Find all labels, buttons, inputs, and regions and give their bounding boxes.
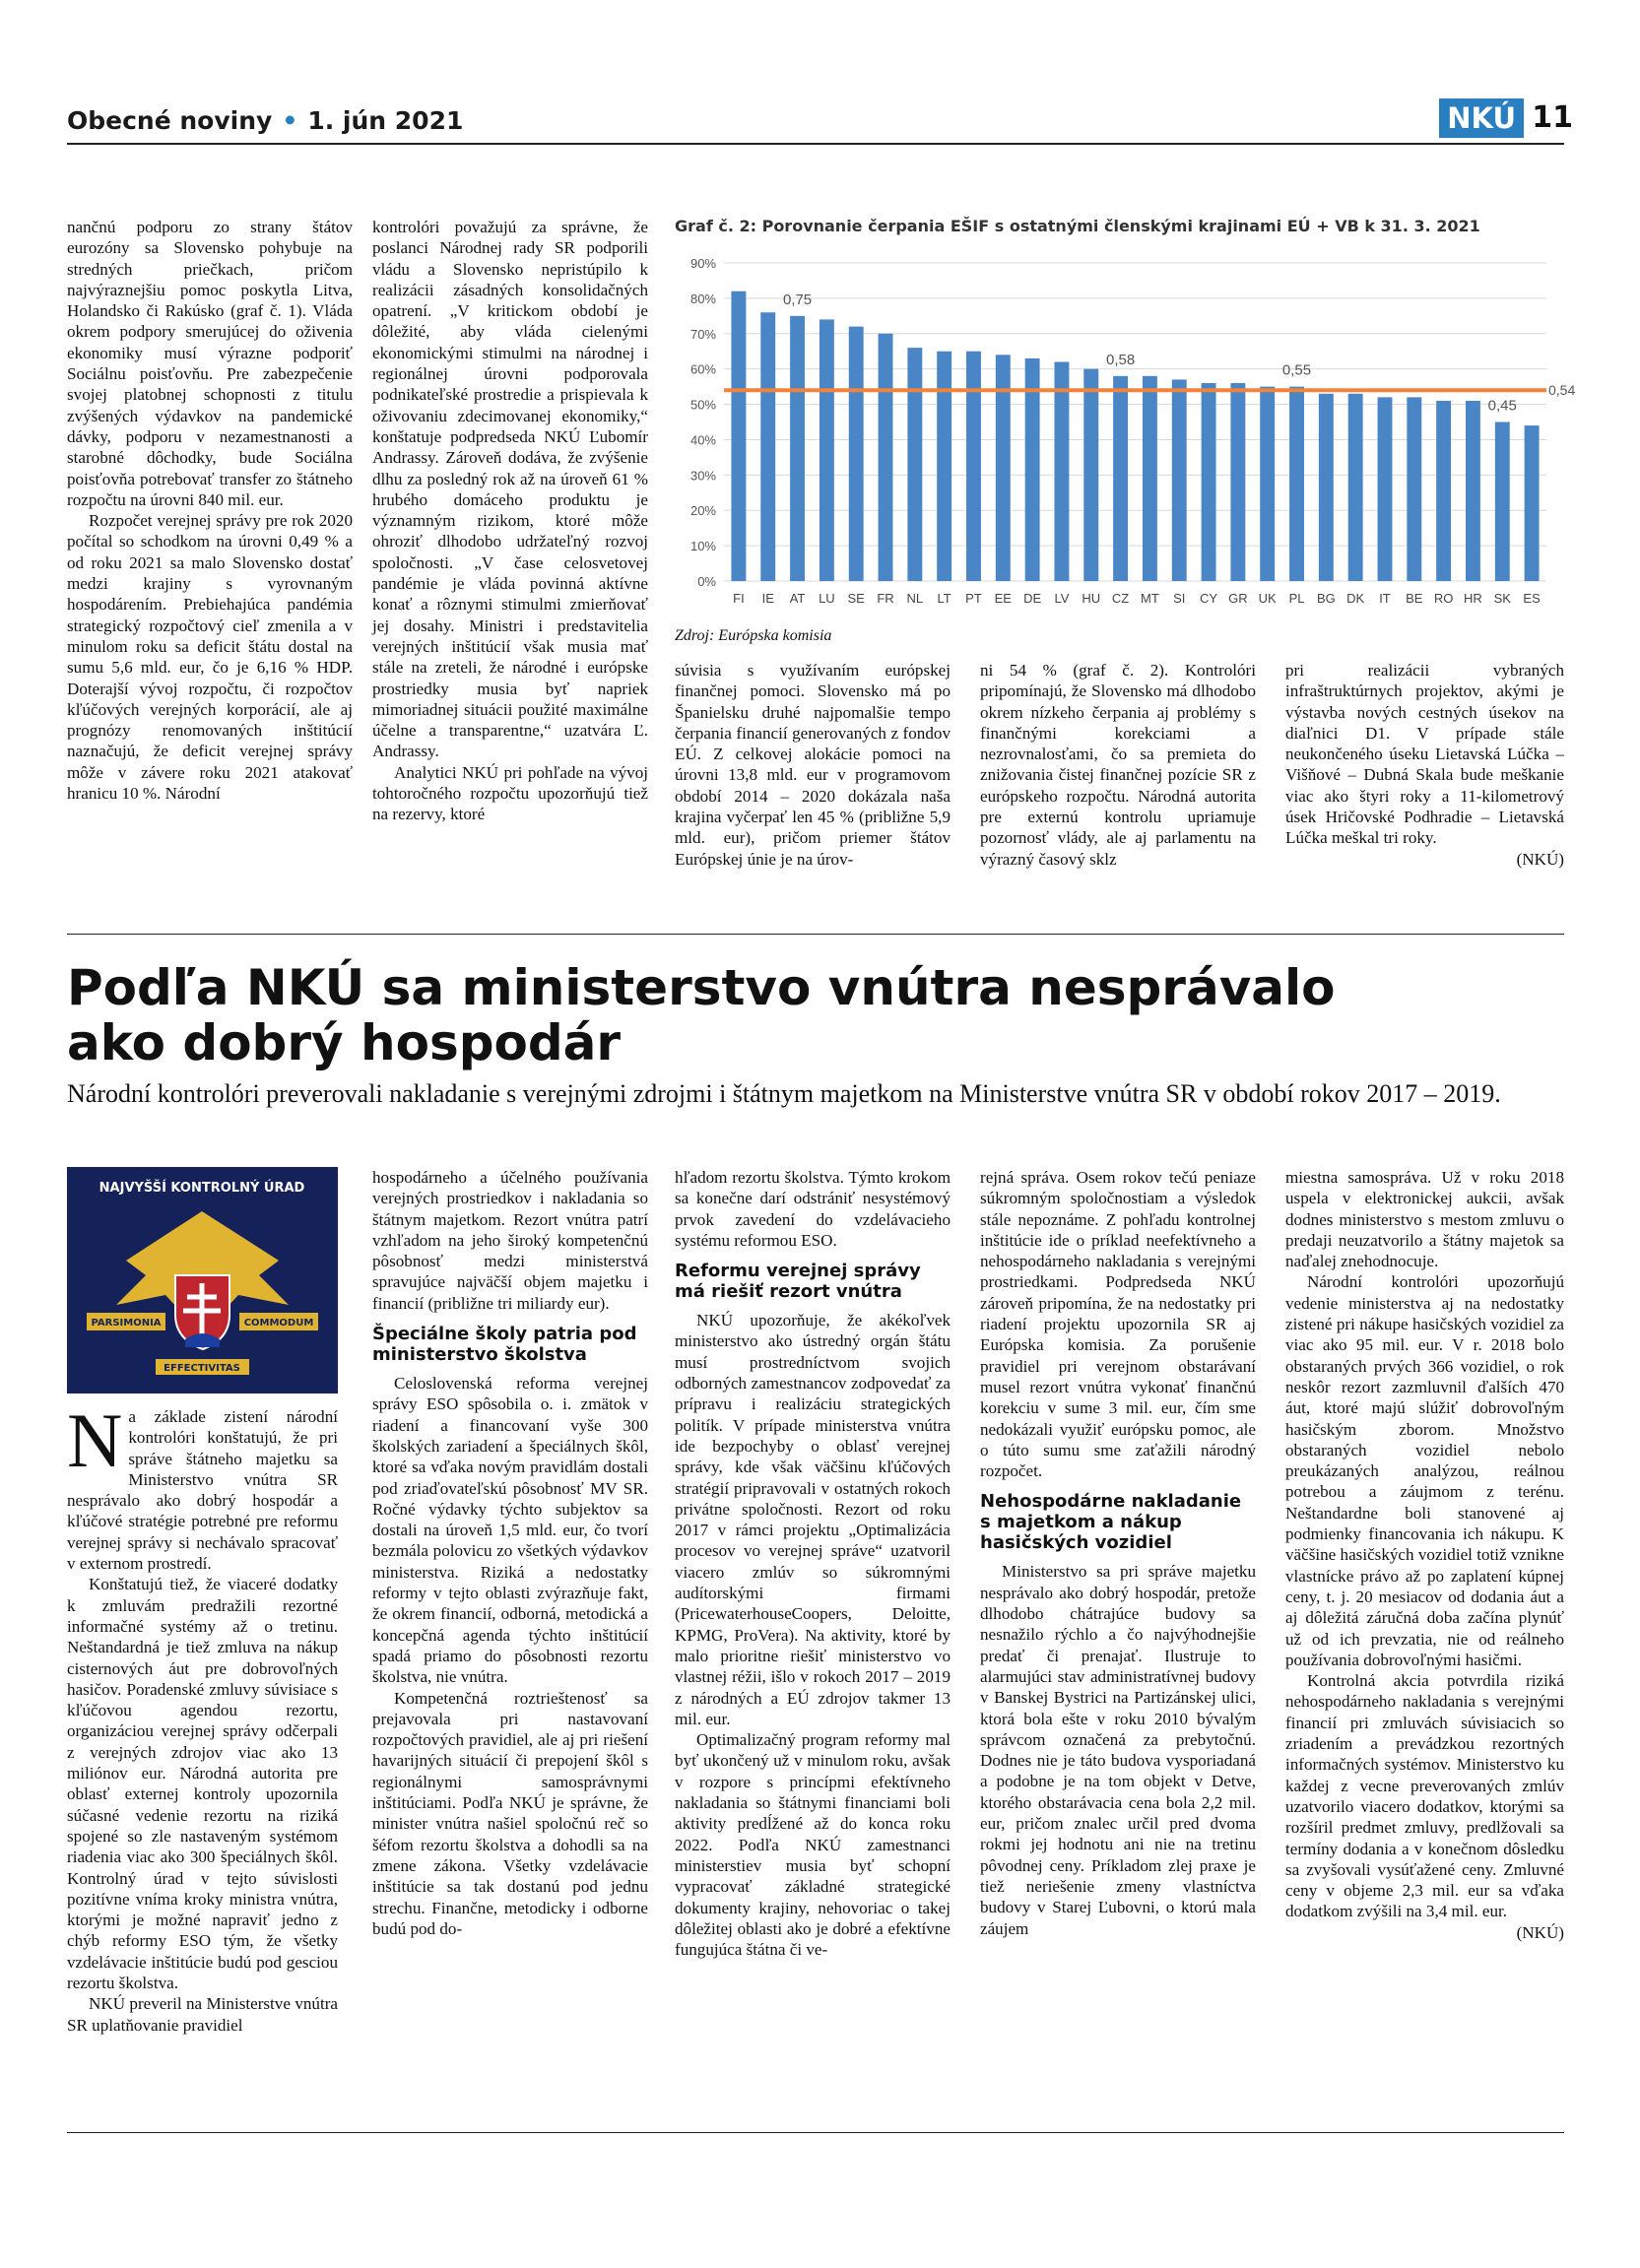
- y-tick-label: 60%: [689, 361, 716, 377]
- subheading: Nehospodárne nakladanie s majetkom a nákup hasičských vozidiel: [980, 1491, 1242, 1554]
- bar: [1113, 376, 1128, 581]
- x-tick-label: BE: [1406, 591, 1423, 606]
- y-tick-label: 10%: [689, 539, 716, 554]
- headline-line-2: ako dobrý hospodár: [67, 1014, 622, 1071]
- x-tick-label: NL: [906, 591, 924, 606]
- paragraph: Kompetenčná roztrieštenosť sa prejavovala pri nastavovaní rozpočtových pravidiel, ale aj pri riešení havarijných situácií či prepojení škôl s regionálnymi samosprávnymi inštitúciami. Podľa NKÚ je správne, že minister vnútra našiel spoločnú reč so šéfom rezortu školstva a dohodli sa na zmene zákona. Všetky vzdelávacie inštitúcie sa tak dostanú pod jednu strechu. Finančne, metodicky i odborne budú pod do-: [372, 1688, 648, 1938]
- x-tick-label: DK: [1346, 591, 1365, 606]
- x-tick-label: MT: [1141, 591, 1159, 606]
- headline-line-1: Podľa NKÚ sa ministerstvo vnútra nesprávalo: [67, 959, 1336, 1016]
- emblem-graphic: [67, 1167, 338, 1393]
- bar: [879, 334, 893, 581]
- footer-rule: [67, 2132, 1564, 2133]
- paragraph: hľadom rezortu školstva. Týmto krokom sa konečne darí odstrániť nesystémový prvok zavedení do vzdelávacieho systému reformou ESO.: [675, 1168, 951, 1250]
- x-tick-label: LT: [937, 591, 951, 606]
- emblem-top-text: NAJVYŠŠÍ KONTROLNÝ ÚRAD: [98, 1181, 305, 1196]
- bar: [1407, 397, 1421, 581]
- x-tick-label: EE: [994, 591, 1012, 606]
- chart-caption: Graf č. 2: Porovnanie čerpania EŠIF s ostatnými členskými krajinami EÚ + VB k 31. 3. 2021: [675, 217, 1480, 235]
- y-tick-label: 0%: [697, 574, 716, 589]
- article-column-2: [372, 1167, 648, 1939]
- bar: [1525, 425, 1540, 581]
- x-tick-label: ES: [1523, 591, 1541, 606]
- issue-date: 1. jún 2021: [307, 106, 464, 135]
- data-label: 0,75: [782, 291, 813, 308]
- bar: [1348, 394, 1363, 581]
- x-tick-label: IE: [761, 591, 774, 606]
- header-rule: [67, 143, 1564, 145]
- y-tick-label: 90%: [689, 256, 716, 271]
- bar: [1378, 397, 1393, 581]
- emblem-left-text: PARSIMONIA: [91, 1318, 162, 1328]
- emblem-right-text: COMMODUM: [243, 1318, 314, 1328]
- paragraph: Optimalizačný program reformy mal byť ukončený už v minulom roku, avšak v rozpore s princípmi efektívneho nakladania so štátnymi financiami boli aktivity predĺžené až do konca roku 2022. Podľa NKÚ zamestnanci ministerstiev musia byť schopní vypracovať základné strategické dokumenty krajiny, nehovoriac o takej dôležitej oblasti ako je dobré a efektívne fungujúca štátna či ve-: [675, 1730, 951, 1960]
- nku-logo: NKÚ: [1439, 98, 1524, 138]
- paragraph: Analytici NKÚ pri pohľade na vývoj tohtoročného rozpočtu upozorňujú tiež na rezervy, ktoré: [372, 762, 648, 824]
- x-tick-label: SK: [1493, 591, 1511, 606]
- signature: (NKÚ): [1516, 849, 1564, 869]
- paragraph: Rozpočet verejnej správy pre rok 2020 počítal so schodkom na úrovni 0,49 % a od roku 2021 sa malo Slovensko dostať medzi krajiny s vyrovnaným hospodárením. Prebiehajúca pandémia strategický rozpočtový cieľ zmenila a v minulom roku sa deficit štátu dostal na sumu 5,6 mld. eur, čo je 6,16 % HDP. Doterajší vývoj rozpočtu, či rozpočtov kľúčových verejných korporácií, ale aj prognózy renomovaných inštitúcií naznačujú, že deficit verejnej správy môže v závere roku 2021 atakovať hranicu 10 %. Národní: [67, 511, 353, 804]
- bar: [1319, 394, 1334, 581]
- top-column-2: [372, 217, 648, 825]
- paragraph: súvisia s využívaním európskej finančnej pomoci. Slovensko má po Španielsku druhé najpomalšie tempo čerpania financií generovaných z fondov EÚ. Z celkovej alokácie pomoci na úrovni 13,8 mld. eur v programovom období 2014 – 2020 dokázala naša krajina vyčerpať len 45 % (približne 5,9 mld. eur), pričom priemer štátov Európskej únie je na úrov-: [675, 661, 951, 869]
- paragraph: NKÚ upozorňuje, že akékoľvek ministerstvo ako ústredný orgán štátu musí prostredníctvom svojich odborných zamestnancov zodpovedať za prípravu i realizáciu strategických politík. V prípade ministerstva vnútra ide bezpochyby o oblasť verejnej správy, kde však väčšinu kľúčových stratégií pripravovali v ostatných rokoch privátne spoločnosti. Rezort od roku 2017 v rámci projektu „Optimalizácia procesov vo verejnej správe“ uzatvoril viacero zmlúv so súkromnými audítorskými firmami (PricewaterhouseCoopers, Deloitte, KPMG, ProVera). Na aktivity, ktoré by malo prioritne riešiť ministerstvo vo vlastnej réžii, išlo v rokoch 2017 – 2019 z národných a EÚ zdrojov takmer 13 mil. eur.: [675, 1311, 951, 1728]
- top-column-1: [67, 217, 353, 804]
- x-tick-label: UK: [1258, 591, 1277, 606]
- bar: [1260, 387, 1275, 581]
- x-tick-label: LV: [1054, 591, 1070, 606]
- data-label: 0,58: [1105, 351, 1136, 368]
- x-tick-label: HR: [1464, 591, 1482, 606]
- paragraph: miestna samospráva. Už v roku 2018 uspela v elektronickej aukcii, avšak dodnes ministerstvo s mestom zmluvu o predaji neuzatvorilo a štátny majetok sa naďalej znehodnocuje.: [1285, 1168, 1564, 1271]
- paragraph: kontrolóri považujú za správne, že poslanci Národnej rady SR podporili vládu a Slovensko nepristúpilo k realizácii zásadných konsolidačných opatrení. „V kritickom období je dôležité, aby vláda cielenými ekonomickými stimulmi na národnej i regionálnej úrovni podporovala podnikateľské prostredie a prispievala k oživovaniu zdecimovanej ekonomiky,“ konštatuje podpredseda NKÚ Ľubomír Andrassy. Zároveň dodáva, že zvýšenie dlhu za posledný rok až na úroveň 61 % hrubého domáceho produktu je významným rizikom, ktoré môže ohroziť dlhodobo udržateľný rozvoj spoločnosti. „V čase celosvetovej pandémie je vláda povinná aktívne konať a rôznymi stimulmi zmierňovať jej dosahy. Ministri i predstavitelia verejných inštitúcií však musia mať stále na zreteli, že národné i európske prostriedky musia byť napriek mimoriadnej situácii použité maximálne účelne a transparentne,“ uzatvára Ľ. Andrassy.: [372, 218, 648, 761]
- y-tick-label: 20%: [689, 503, 716, 519]
- paragraph: hospodárneho a účelného používania verejných prostriedkov i nakladania so štátnym majetkom. Rezort vnútra patrí vzhľadom na jeho široký kompetenčnú pôsobnosť medzi ministerstvá spravujúce najväčší objem majetku i financií (približne tri miliardy eur).: [372, 1168, 648, 1313]
- x-tick-label: BG: [1316, 591, 1336, 606]
- bar: [820, 319, 834, 581]
- x-tick-label: LU: [819, 591, 835, 606]
- paragraph: Národní kontrolóri upozorňujú vedenie ministerstva aj na nedostatky zistené pri nákupe hasičských vozidiel za viac ako 95 mil. eur. V r. 2018 bolo obstaraných prvých 366 vozidiel, o rok neskôr rezort zazmluvnil ďalších 470 áut, ktoré majú slúžiť dobrovoľným hasičským zborom. Množstvo obstaraných vozidiel nebolo preukázaných analýzou, reálnou potrebou a záujmom z terénu. Neštandardne boli stanovené aj podmienky financovania ich nákupu. K väčšine hasičských vozidiel totiž vznikne vlastnícke právo až po zaplatení kúpnej ceny, t. j. 20 mesiacov od dodania áut a aj dôležitá záručná doba začína plynúť už od ich prevzatia, nie od reálneho používania dobrovoľnými hasičmi.: [1285, 1272, 1564, 1669]
- paragraph: Kontrolná akcia potvrdila riziká nehospodárneho nakladania s verejnými financií pri zmluvách súvisiacich so zriadením a prevádzkou rezortných informačných systémov. Ministerstvo ku každej z vecne preverovaných zmlúv uzatvorilo viacero dodatkov, ktorými sa rozšíril predmet zmluvy, predlžovali sa termíny dodania a v konečnom dôsledku sa zvyšovali vysúťažené ceny. Zmluvné ceny v objeme 2,3 mil. eur sa vďaka dodatkom zvýšili na 3,4 mil. eur.: [1285, 1671, 1564, 1921]
- newspaper-name: Obecné noviny: [67, 106, 273, 135]
- bar-chart: [675, 251, 1576, 620]
- top-column-3: [675, 660, 951, 870]
- paragraph: ni 54 % (graf č. 2). Kontrolóri pripomínajú, že Slovensko má dlhodobo okrem nízkeho čerpania aj problémy s finančnými korekciami a nezrovnalosťami, čo sa premieta do znižovania čistej finančnej pozície SR z európskeho rozpočtu. Národná autorita pre externú kontrolu upriamuje pozornosť vlády, ale aj parlamentu na výrazný časový sklz: [980, 661, 1256, 869]
- subheading: Reformu verejnej správy má riešiť rezort vnútra: [675, 1261, 921, 1303]
- x-tick-label: FI: [733, 591, 745, 606]
- x-tick-label: PT: [965, 591, 982, 606]
- bar: [1289, 387, 1304, 581]
- y-tick-label: 80%: [689, 291, 716, 306]
- separator-dot: •: [282, 106, 298, 135]
- x-tick-label: FR: [877, 591, 894, 606]
- bar: [1495, 422, 1510, 582]
- y-tick-label: 50%: [689, 397, 716, 413]
- bar: [1054, 361, 1069, 581]
- paragraph: Na základe zistení národní kontrolóri konštatujú, že pri správe štátneho majetku sa Ministerstvo vnútra SR nesprávalo ako dobrý hospodár a kľúčové stratégie potrebné pre reformu verejnej správy si nechávalo spracovať v externom prostredí.: [67, 1397, 338, 1574]
- paragraph: rejná správa. Osem rokov tečú peniaze súkromným spoločnostiam a výsledok stále nepoznáme. Z pohľadu kontrolnej inštitúcie ide o príklad neefektívneho a nehospodárneho nakladania s verejnými prostriedkami. Podpredseda NKÚ zároveň pripomína, že na nedostatky pri riadení projektu upozornila SR aj Európska komisia. Za porušenie pravidiel pri verejnom obstarávaní musel rezort vnútra vykonať finančnú korekciu v sume 3 mil. eur, čím sme nedokázali využiť európsku pomoc, ale o túto sumu sme zaťažili národný rozpočet.: [980, 1168, 1256, 1481]
- bar: [1436, 401, 1451, 581]
- bar: [1202, 383, 1216, 581]
- x-tick-label: DE: [1023, 591, 1042, 606]
- article-column-5: [1285, 1167, 1564, 1943]
- x-tick-label: CZ: [1111, 591, 1130, 606]
- bar: [1083, 369, 1098, 581]
- chart-source: Zdroj: Európska komisia: [675, 627, 832, 644]
- y-tick-label: 70%: [689, 326, 716, 342]
- emblem-bottom-text: EFFECTIVITAS: [164, 1363, 240, 1374]
- bar: [937, 352, 951, 581]
- bar: [1230, 383, 1245, 581]
- y-tick-label: 40%: [689, 432, 716, 448]
- article-lead: Národní kontrolóri preverovali nakladanie s verejnými zdrojmi i štátnym majetkom na Ministerstve vnútra SR v období rokov 2017 – 2019.: [67, 1079, 1501, 1108]
- bar: [966, 352, 981, 581]
- paragraph: Konštatujú tiež, že viaceré dodatky k zmluvám predražili rezortné informačné systémy až o tretinu. Neštandardná je tiež zmluva na nákup cisternových áut pre dobrovoľných hasičov. Poradenské zmluvy súvisiace s kľúčovou agendou rezortu, organizáciou verejnej správy odčerpali z verejných zdrojov viac ako 13 miliónov eur. Národná autorita pre oblasť externej kontroly upozornila súčasné vedenie rezortu na riziká spojené so zle nastaveným systémom riadenia viac ako 300 špeciálnych škôl. Kontrolný úrad v tejto súvislosti pozitívne vníma kroky ministra vnútra, ktorými je možné napraviť jedno z chýb reformy ESO tým, že všetky vzdelávacie inštitúcie budú pod gesciou rezortu školstva.: [67, 1575, 338, 1993]
- x-tick-label: PL: [1288, 591, 1305, 606]
- x-tick-label: SI: [1173, 591, 1186, 606]
- paragraph: Ministerstvo sa pri správe majetku nesprávalo ako dobrý hospodár, pretože dlhodobo chátrajúce budovy sa nesnažilo rýchlo a čo najvýhodnejšie predať či prenajať. Ilustruje to alarmujúci stav administratívnej budovy v Banskej Bystrici na Partizánskej ulici, ktorá bola ešte v roku 2010 bývalým správcom označená za prebytočnú. Dodnes nie je táto budova vysporiadaná a podobne je na tom objekt v Detve, ktorého obstarávacia cena bola 2,2 mil. eur, pričom znalec určil pred dvoma rokmi jej hodnotu ani nie na tretinu pôvodnej ceny. Príkladom zlej praxe je tiež neriešenie zmeny vlastníctva budovy v Starej Ľubovni, o ktorú mala záujem: [980, 1562, 1256, 1938]
- x-tick-label: AT: [789, 591, 806, 606]
- masthead: [67, 106, 463, 135]
- bar: [1466, 401, 1480, 581]
- article-column-1: [67, 1397, 338, 2036]
- paragraph: NKÚ preveril na Ministerstve vnútra SR uplatňovanie pravidiel: [67, 1994, 338, 2035]
- y-tick-label: 30%: [689, 468, 716, 484]
- subheading: Špeciálne školy patria pod ministerstvo školstva: [372, 1324, 637, 1366]
- bar: [1143, 376, 1157, 581]
- x-tick-label: RO: [1433, 591, 1454, 606]
- x-tick-label: GR: [1228, 591, 1248, 606]
- data-label: 0,55: [1281, 361, 1312, 379]
- article-column-3: [675, 1167, 951, 1960]
- drop-cap: N: [67, 1397, 123, 1483]
- x-tick-label: CY: [1200, 591, 1218, 606]
- page-number: 11: [1532, 100, 1573, 135]
- x-tick-label: SE: [847, 591, 865, 606]
- bar: [760, 312, 775, 581]
- x-tick-label: HU: [1082, 591, 1101, 606]
- paragraph: Celoslovenská reforma verejnej správy ESO spôsobila o. i. zmätok v riadení a financovaní vyše 300 školských zariadení a špeciálnych škôl, ktoré sa vďaka novým pravidlám dostali pod zriaďovateľskú pôsobnosť MV SR. Ročné výdavky týchto subjektov sa dostali na úroveň 1,5 mld. eur, čo tvorí bezmála polovicu zo všetkých výdavkov ministerstva. Riziká a nedostatky reformy v tejto oblasti zvýrazňuje fakt, že okrem financií, odborná, metodická a koncepčná agenda týchto inštitúcií spadá priamo do pôsobnosti rezortu školstva, nie vnútra.: [372, 1374, 648, 1687]
- section-rule: [67, 934, 1564, 935]
- bar: [849, 327, 864, 581]
- bar: [1172, 379, 1187, 581]
- bar: [790, 316, 805, 581]
- x-tick-label: IT: [1379, 591, 1391, 606]
- data-label: 0,45: [1487, 397, 1517, 415]
- top-column-5: [1285, 660, 1564, 870]
- nku-emblem: [67, 1167, 338, 1393]
- bar: [907, 348, 922, 581]
- top-column-4: [980, 660, 1256, 870]
- paragraph: pri realizácii vybraných infraštruktúrnych projektov, akými je výstavba nových cestných úsekov na diaľnici D1. V prípade stále neukončeného úseku Lietavská Lúčka – Višňové – Dubná Skala bude meškanie viac ako štyri roky a 11-kilometrový úsek Hričovské Podhradie – Lietavská Lúčka meškal tri roky.: [1285, 661, 1564, 848]
- average-line-label: 0,54: [1548, 382, 1576, 399]
- article-headline: [67, 960, 1336, 1070]
- paragraph: nančnú podporu zo strany štátov eurozóny sa Slovensko pohybuje na stredných priečkach, pričom najvýraznejšiu pomoc poskytla Litva, Holandsko či Rakúsko (graf č. 1). Vláda okrem podpory smerujúcej do oživenia ekonomiky musí výrazne podporiť Sociálnu poisťovňu. Pre zabezpečenie svojej platobnej schopnosti z titulu zvýšených výdavkov na pandemické dávky, podporu v nezamestnanosti a starobné dôchodky, bude Sociálna poisťovňa potrebovať transfer zo štátneho rozpočtu na úrovni 840 mil. eur.: [67, 218, 353, 509]
- signature: (NKÚ): [1516, 1922, 1564, 1942]
- article-column-4: [980, 1167, 1256, 1939]
- bar: [731, 292, 746, 581]
